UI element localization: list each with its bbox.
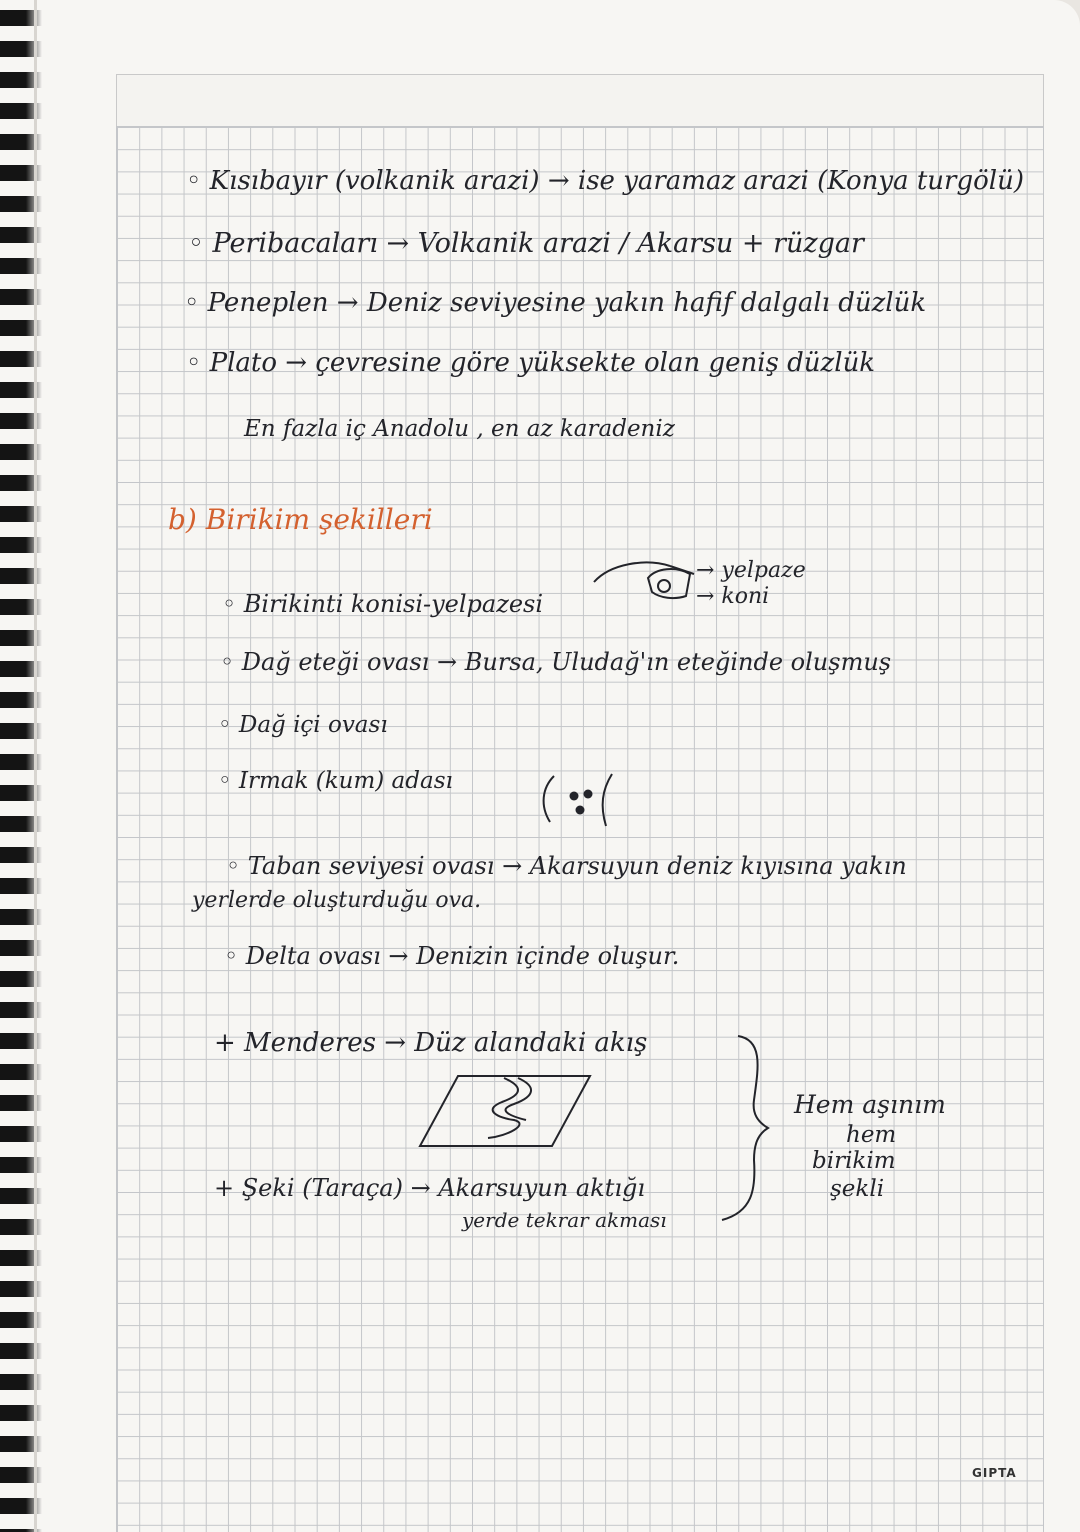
note-birikinti: ◦ Birikinti konisi-yelpazesi (222, 590, 544, 618)
label-koni: → koni (696, 584, 770, 609)
note-plato-detail: En fazla iç Anadolu , en az karadeniz (244, 416, 675, 442)
side-note-2: hem (846, 1122, 897, 1148)
note-delta: ◦ Delta ovası → Denizin içinde oluşur. (224, 942, 680, 970)
side-note-4: şekli (830, 1176, 885, 1202)
header-strip (116, 74, 1044, 128)
note-kisibayir: ◦ Kısıbayır (volkanik arazi) → ise yaramaz arazi (Konya turgölü) (186, 166, 1024, 196)
note-menderes: + Menderes → Düz alandaki akış (214, 1028, 648, 1058)
note-dag-etegi: ◦ Dağ eteği ovası → Bursa, Uludağ'ın eteğinde oluşmuş (220, 648, 892, 676)
page-edge (34, 0, 37, 1532)
note-plato: ◦ Plato → çevresine göre yüksekte olan geniş düzlük (186, 348, 876, 378)
alluvial-fan-sketch (590, 556, 700, 616)
side-note-1: Hem aşınım (794, 1090, 946, 1119)
river-island-sketch (536, 772, 626, 832)
note-peneplen: ◦ Peneplen → Deniz seviyesine yakın hafif dalgalı düzlük (184, 288, 927, 318)
notebook-brand-logo: GIPTA (972, 1466, 1017, 1480)
meander-sketch (418, 1072, 594, 1150)
note-irmak: ◦ Irmak (kum) adası (218, 768, 453, 794)
grouping-brace (718, 1030, 778, 1226)
section-heading-birikim: b) Birikim şekilleri (168, 503, 433, 536)
note-taban-1: ◦ Taban seviyesi ovası → Akarsuyun deniz kıyısına yakın (226, 852, 907, 880)
spiral-binding (0, 0, 46, 1532)
note-dag-ici: ◦ Dağ içi ovası (218, 712, 388, 738)
note-seki-2: yerde tekrar akması (462, 1208, 667, 1232)
side-note-3: birikim (812, 1148, 896, 1174)
note-seki-1: + Şeki (Taraça) → Akarsuyun aktığı (214, 1174, 646, 1202)
note-taban-2: yerlerde oluşturduğu ova. (192, 888, 482, 913)
note-peribacalari: ◦ Peribacaları → Volkanik arazi / Akarsu + rüzgar (188, 228, 864, 259)
label-yelpaze: → yelpaze (696, 558, 806, 583)
